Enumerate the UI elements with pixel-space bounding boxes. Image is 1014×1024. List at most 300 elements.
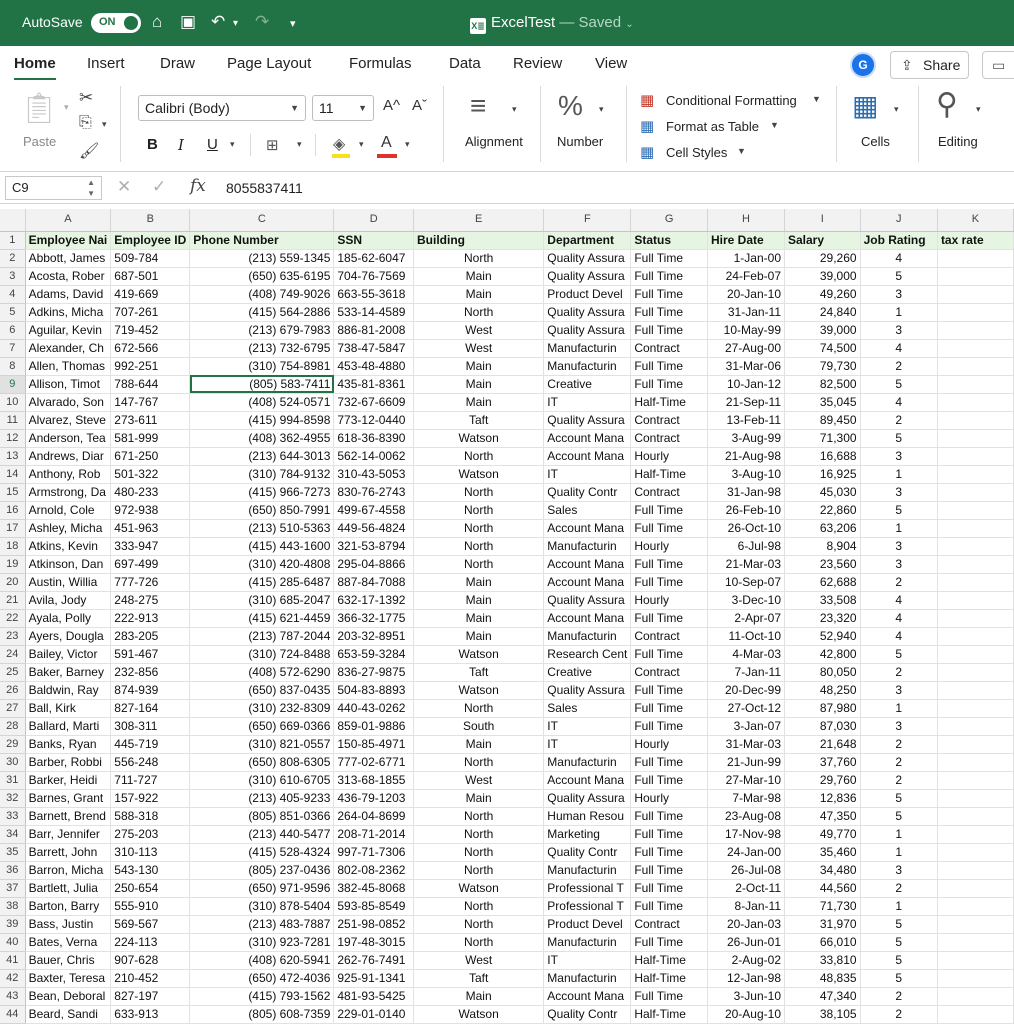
cell[interactable]: Quality Assura	[544, 681, 631, 699]
cell[interactable]: 17-Nov-98	[707, 825, 784, 843]
cell[interactable]: 264-04-8699	[334, 807, 414, 825]
cell[interactable]: 3	[860, 285, 937, 303]
cell[interactable]: 23,560	[785, 555, 861, 573]
cell[interactable]: Half-Time	[631, 1005, 708, 1023]
cell[interactable]: Quality Assura	[544, 249, 631, 267]
cell[interactable]: 632-17-1392	[334, 591, 414, 609]
cell[interactable]: West	[414, 771, 544, 789]
cell[interactable]: (213) 483-7887	[190, 915, 334, 933]
cell[interactable]: 157-922	[111, 789, 190, 807]
search-icon[interactable]: ⚲	[936, 88, 958, 121]
cell[interactable]: 3	[860, 555, 937, 573]
insert-function-icon[interactable]: fx	[190, 176, 206, 196]
header-cell[interactable]: Employee Nai	[25, 231, 111, 249]
cell[interactable]: Contract	[631, 483, 708, 501]
cell[interactable]: 3-Jan-07	[707, 717, 784, 735]
cell[interactable]	[937, 303, 1013, 321]
cell[interactable]: 232-856	[111, 663, 190, 681]
cell[interactable]: 3	[860, 537, 937, 555]
bold-button[interactable]: B	[147, 136, 158, 153]
cell[interactable]: 3	[860, 861, 937, 879]
cell[interactable]: North	[414, 825, 544, 843]
tab-draw[interactable]: Draw	[160, 55, 196, 72]
cell[interactable]: 2-Aug-02	[707, 951, 784, 969]
cell[interactable]: 7-Jan-11	[707, 663, 784, 681]
home-icon[interactable]: ⌂	[152, 12, 163, 31]
cell[interactable]: North	[414, 933, 544, 951]
cell[interactable]	[937, 897, 1013, 915]
cell[interactable]	[937, 447, 1013, 465]
cell[interactable]: IT	[544, 393, 631, 411]
cell[interactable]: 12-Jan-98	[707, 969, 784, 987]
cell[interactable]: Product Devel	[544, 285, 631, 303]
column-header-h[interactable]: H	[707, 209, 784, 231]
cell[interactable]: 3-Aug-99	[707, 429, 784, 447]
cell[interactable]: 2	[860, 573, 937, 591]
cell[interactable]: (408) 524-0571	[190, 393, 334, 411]
cell[interactable]: Baxter, Teresa	[25, 969, 111, 987]
cell[interactable]: 827-164	[111, 699, 190, 717]
cell[interactable]	[937, 501, 1013, 519]
cell[interactable]: Anderson, Tea	[25, 429, 111, 447]
cell[interactable]: (213) 679-7983	[190, 321, 334, 339]
column-header-e[interactable]: E	[414, 209, 544, 231]
cell[interactable]: (415) 621-4459	[190, 609, 334, 627]
cell[interactable]: Full Time	[631, 645, 708, 663]
cell[interactable]: 24-Feb-07	[707, 267, 784, 285]
cell[interactable]	[937, 321, 1013, 339]
cell[interactable]: Alexander, Ch	[25, 339, 111, 357]
cell[interactable]: 71,300	[785, 429, 861, 447]
row-header[interactable]: 23	[0, 627, 25, 645]
cell[interactable]: 21-Aug-98	[707, 447, 784, 465]
cell[interactable]: 35,460	[785, 843, 861, 861]
cell[interactable]: Professional T	[544, 897, 631, 915]
cell[interactable]: 827-197	[111, 987, 190, 1005]
row-header[interactable]: 22	[0, 609, 25, 627]
cell[interactable]: (650) 669-0366	[190, 717, 334, 735]
cell[interactable]: North	[414, 699, 544, 717]
format-painter-icon[interactable]: 🖌︎	[79, 143, 100, 160]
cell[interactable]: 5	[860, 933, 937, 951]
cell[interactable]: Full Time	[631, 987, 708, 1005]
cell[interactable]: 449-56-4824	[334, 519, 414, 537]
cell[interactable]: 5	[860, 645, 937, 663]
cell[interactable]: West	[414, 339, 544, 357]
fill-color-dropdown-icon[interactable]: ▾	[359, 139, 364, 149]
cell[interactable]: 2	[860, 753, 937, 771]
cell[interactable]: 20-Jan-10	[707, 285, 784, 303]
cell[interactable]: 44,560	[785, 879, 861, 897]
cell[interactable]: 31,970	[785, 915, 861, 933]
cell[interactable]: 89,450	[785, 411, 861, 429]
cell[interactable]	[937, 933, 1013, 951]
row-header[interactable]: 44	[0, 1005, 25, 1023]
cell[interactable]: Main	[414, 357, 544, 375]
cell[interactable]: Bauer, Chris	[25, 951, 111, 969]
cell[interactable]: 3-Aug-10	[707, 465, 784, 483]
cell[interactable]: (408) 572-6290	[190, 663, 334, 681]
format-as-table-button[interactable]: Format as Table	[666, 119, 759, 134]
cell[interactable]: 275-203	[111, 825, 190, 843]
cell[interactable]: (408) 362-4955	[190, 429, 334, 447]
cell[interactable]: North	[414, 897, 544, 915]
cell[interactable]: Barron, Micha	[25, 861, 111, 879]
cell[interactable]: (415) 994-8598	[190, 411, 334, 429]
cell[interactable]: Watson	[414, 879, 544, 897]
cell[interactable]: 453-48-4880	[334, 357, 414, 375]
cell[interactable]: North	[414, 501, 544, 519]
cell[interactable]: Research Cent	[544, 645, 631, 663]
cell[interactable]: Arnold, Cole	[25, 501, 111, 519]
cell[interactable]: 87,030	[785, 717, 861, 735]
cell[interactable]: 2	[860, 879, 937, 897]
cell[interactable]: 618-36-8390	[334, 429, 414, 447]
cell[interactable]	[937, 753, 1013, 771]
cell[interactable]: Beard, Sandi	[25, 1005, 111, 1023]
cell[interactable]: Ayers, Dougla	[25, 627, 111, 645]
cell[interactable]: (650) 472-4036	[190, 969, 334, 987]
cell[interactable]: 62,688	[785, 573, 861, 591]
cell[interactable]	[937, 699, 1013, 717]
cell[interactable]: Main	[414, 267, 544, 285]
cell[interactable]: 8,904	[785, 537, 861, 555]
cell[interactable]: (310) 610-6705	[190, 771, 334, 789]
row-header[interactable]: 1	[0, 231, 25, 249]
cell[interactable]: 382-45-8068	[334, 879, 414, 897]
cell[interactable]	[937, 375, 1013, 393]
cell[interactable]	[937, 825, 1013, 843]
row-header[interactable]: 17	[0, 519, 25, 537]
header-cell[interactable]: Job Rating	[860, 231, 937, 249]
cell[interactable]	[937, 879, 1013, 897]
row-header[interactable]: 26	[0, 681, 25, 699]
cell[interactable]: 48,835	[785, 969, 861, 987]
cell[interactable]	[937, 591, 1013, 609]
cell[interactable]: 777-02-6771	[334, 753, 414, 771]
cell[interactable]: Full Time	[631, 699, 708, 717]
row-header[interactable]: 43	[0, 987, 25, 1005]
cell[interactable]: 49,770	[785, 825, 861, 843]
cell[interactable]: 310-43-5053	[334, 465, 414, 483]
undo-dropdown-icon[interactable]: ▾	[233, 18, 239, 29]
cell[interactable]: 1	[860, 843, 937, 861]
cell[interactable]	[937, 861, 1013, 879]
header-cell[interactable]: Status	[631, 231, 708, 249]
cell[interactable]: 2-Oct-11	[707, 879, 784, 897]
cell[interactable]: 63,206	[785, 519, 861, 537]
cell[interactable]	[937, 807, 1013, 825]
format-as-table-dropdown-icon[interactable]: ▼	[770, 120, 779, 130]
borders-icon[interactable]: ⊞	[266, 137, 279, 154]
cell[interactable]: 732-67-6609	[334, 393, 414, 411]
cell[interactable]: 773-12-0440	[334, 411, 414, 429]
cell[interactable]: Main	[414, 285, 544, 303]
cell[interactable]: Full Time	[631, 573, 708, 591]
cell[interactable]: Quality Assura	[544, 411, 631, 429]
cell[interactable]: 2	[860, 357, 937, 375]
cell[interactable]: Full Time	[631, 375, 708, 393]
cell[interactable]: Manufacturin	[544, 969, 631, 987]
cell[interactable]: 8-Jan-11	[707, 897, 784, 915]
cell[interactable]: 887-84-7088	[334, 573, 414, 591]
cell[interactable]: 283-205	[111, 627, 190, 645]
row-header[interactable]: 34	[0, 825, 25, 843]
cell[interactable]: 738-47-5847	[334, 339, 414, 357]
cell[interactable]: (213) 644-3013	[190, 447, 334, 465]
cell[interactable]: Quality Assura	[544, 303, 631, 321]
cell[interactable]: Full Time	[631, 879, 708, 897]
cell[interactable]: 87,980	[785, 699, 861, 717]
row-header[interactable]: 9	[0, 375, 25, 393]
cell[interactable]: Sales	[544, 699, 631, 717]
cell[interactable]: 16,688	[785, 447, 861, 465]
cell[interactable]: IT	[544, 951, 631, 969]
tab-view[interactable]: View	[595, 55, 628, 72]
increase-font-size-button[interactable]: A^	[383, 97, 401, 114]
row-header[interactable]: 40	[0, 933, 25, 951]
cell[interactable]: 34,480	[785, 861, 861, 879]
cell[interactable]: Quality Contr	[544, 843, 631, 861]
cell[interactable]	[937, 645, 1013, 663]
cell[interactable]: Contract	[631, 915, 708, 933]
cell[interactable]: Contract	[631, 411, 708, 429]
cell[interactable]: 5	[860, 789, 937, 807]
cell[interactable]: 719-452	[111, 321, 190, 339]
underline-dropdown-icon[interactable]: ▾	[230, 139, 235, 149]
cell[interactable]: 10-Jan-12	[707, 375, 784, 393]
cell[interactable]: Atkinson, Dan	[25, 555, 111, 573]
cell[interactable]: Full Time	[631, 303, 708, 321]
cell[interactable]: Main	[414, 591, 544, 609]
cell[interactable]: (213) 405-9233	[190, 789, 334, 807]
row-header[interactable]: 18	[0, 537, 25, 555]
cell[interactable]: Full Time	[631, 555, 708, 573]
cell[interactable]: Full Time	[631, 753, 708, 771]
header-cell[interactable]: Building	[414, 231, 544, 249]
column-header-d[interactable]: D	[334, 209, 414, 231]
cell[interactable]: (415) 443-1600	[190, 537, 334, 555]
row-header[interactable]: 20	[0, 573, 25, 591]
cell[interactable]: Main	[414, 627, 544, 645]
row-header[interactable]: 27	[0, 699, 25, 717]
cell[interactable]: North	[414, 861, 544, 879]
cell[interactable]: 633-913	[111, 1005, 190, 1023]
cell[interactable]: Half-Time	[631, 969, 708, 987]
cell[interactable]: Contract	[631, 663, 708, 681]
cell[interactable]: 229-01-0140	[334, 1005, 414, 1023]
cell[interactable]: Baldwin, Ray	[25, 681, 111, 699]
cell[interactable]: Full Time	[631, 933, 708, 951]
cell[interactable]	[937, 249, 1013, 267]
header-cell[interactable]: Salary	[785, 231, 861, 249]
cell[interactable]: Full Time	[631, 825, 708, 843]
cell[interactable]: 26-Jun-01	[707, 933, 784, 951]
cell[interactable]: Bailey, Victor	[25, 645, 111, 663]
cell[interactable]: North	[414, 807, 544, 825]
share-button[interactable]	[890, 51, 969, 79]
cell[interactable]: Half-Time	[631, 465, 708, 483]
cell[interactable]: 79,730	[785, 357, 861, 375]
cell[interactable]: Account Mana	[544, 987, 631, 1005]
cell[interactable]: 5	[860, 429, 937, 447]
cell[interactable]: 788-644	[111, 375, 190, 393]
cell[interactable]: (415) 966-7273	[190, 483, 334, 501]
cell[interactable]: Main	[414, 735, 544, 753]
cell[interactable]: 20-Aug-10	[707, 1005, 784, 1023]
cell[interactable]: Full Time	[631, 897, 708, 915]
cell[interactable]: 591-467	[111, 645, 190, 663]
header-cell[interactable]: Hire Date	[707, 231, 784, 249]
cell[interactable]: IT	[544, 717, 631, 735]
cell[interactable]: 588-318	[111, 807, 190, 825]
cell[interactable]: Manufacturin	[544, 861, 631, 879]
cell[interactable]: 711-727	[111, 771, 190, 789]
row-header[interactable]: 5	[0, 303, 25, 321]
cell[interactable]	[937, 843, 1013, 861]
font-color-button[interactable]: A	[381, 134, 392, 151]
row-header[interactable]: 7	[0, 339, 25, 357]
cell[interactable]: 37,760	[785, 753, 861, 771]
cell[interactable]	[937, 969, 1013, 987]
column-header-j[interactable]: J	[860, 209, 937, 231]
cell[interactable]: 972-938	[111, 501, 190, 519]
cell[interactable]: 27-Mar-10	[707, 771, 784, 789]
row-header[interactable]: 10	[0, 393, 25, 411]
cell[interactable]: IT	[544, 465, 631, 483]
cell[interactable]	[937, 1005, 1013, 1023]
cell[interactable]: 22,860	[785, 501, 861, 519]
row-header[interactable]: 42	[0, 969, 25, 987]
cell[interactable]: Watson	[414, 1005, 544, 1023]
column-header-k[interactable]: K	[937, 209, 1013, 231]
cell[interactable]: 1	[860, 519, 937, 537]
column-header-c[interactable]: C	[190, 209, 334, 231]
cell[interactable]: Ashley, Micha	[25, 519, 111, 537]
row-header[interactable]: 39	[0, 915, 25, 933]
cell[interactable]: 1	[860, 465, 937, 483]
cell[interactable]: 499-67-4558	[334, 501, 414, 519]
cell[interactable]: Account Mana	[544, 609, 631, 627]
cell[interactable]: 593-85-8549	[334, 897, 414, 915]
cell[interactable]: 52,940	[785, 627, 861, 645]
header-cell[interactable]: Phone Number	[190, 231, 334, 249]
cell[interactable]: Barnett, Brend	[25, 807, 111, 825]
cell[interactable]: 830-76-2743	[334, 483, 414, 501]
row-header[interactable]: 2	[0, 249, 25, 267]
cell[interactable]: 556-248	[111, 753, 190, 771]
cell[interactable]: 4	[860, 609, 937, 627]
cell[interactable]: 886-81-2008	[334, 321, 414, 339]
cell[interactable]: 48,250	[785, 681, 861, 699]
cell[interactable]	[937, 915, 1013, 933]
cell[interactable]: 197-48-3015	[334, 933, 414, 951]
cell[interactable]: Allison, Timot	[25, 375, 111, 393]
cell[interactable]: 777-726	[111, 573, 190, 591]
cell[interactable]: Acosta, Rober	[25, 267, 111, 285]
cell[interactable]: (650) 971-9596	[190, 879, 334, 897]
cell[interactable]	[937, 483, 1013, 501]
cell[interactable]: 859-01-9886	[334, 717, 414, 735]
cell[interactable]: Main	[414, 987, 544, 1005]
cell[interactable]: 2	[860, 411, 937, 429]
cell[interactable]: Manufacturin	[544, 357, 631, 375]
cell[interactable]: 33,810	[785, 951, 861, 969]
formula-input[interactable]: 8055837411	[226, 180, 303, 196]
cell[interactable]: Banks, Ryan	[25, 735, 111, 753]
conditional-formatting-dropdown-icon[interactable]: ▼	[812, 94, 821, 104]
cell[interactable]: Ballard, Marti	[25, 717, 111, 735]
cell[interactable]: 562-14-0062	[334, 447, 414, 465]
cell[interactable]: 33,508	[785, 591, 861, 609]
cell[interactable]: 802-08-2362	[334, 861, 414, 879]
cell[interactable]: Bartlett, Julia	[25, 879, 111, 897]
cell[interactable]: Account Mana	[544, 429, 631, 447]
cell[interactable]: 24,840	[785, 303, 861, 321]
cell[interactable]: 42,800	[785, 645, 861, 663]
cell[interactable]: Barker, Heidi	[25, 771, 111, 789]
conditional-formatting-button[interactable]: Conditional Formatting	[666, 93, 797, 108]
cell[interactable]: 29,760	[785, 771, 861, 789]
cell[interactable]: Barr, Jennifer	[25, 825, 111, 843]
cell[interactable]: 31-Jan-11	[707, 303, 784, 321]
cell[interactable]: 1	[860, 825, 937, 843]
cell[interactable]: Main	[414, 375, 544, 393]
percent-icon[interactable]: %	[558, 90, 583, 121]
cell[interactable]: Taft	[414, 663, 544, 681]
cell[interactable]: 250-654	[111, 879, 190, 897]
cell[interactable]	[937, 573, 1013, 591]
cell[interactable]: 1	[860, 699, 937, 717]
cell[interactable]: Account Mana	[544, 519, 631, 537]
column-header-i[interactable]: I	[785, 209, 861, 231]
row-header[interactable]: 16	[0, 501, 25, 519]
cell[interactable]: 321-53-8794	[334, 537, 414, 555]
header-cell[interactable]: SSN	[334, 231, 414, 249]
cell[interactable]: (805) 608-7359	[190, 1005, 334, 1023]
cell[interactable]: Full Time	[631, 519, 708, 537]
font-color-dropdown-icon[interactable]: ▾	[405, 139, 410, 149]
cell[interactable]: 2	[860, 987, 937, 1005]
save-icon[interactable]: ▣	[180, 12, 197, 31]
cell[interactable]: (415) 528-4324	[190, 843, 334, 861]
cell[interactable]: 707-261	[111, 303, 190, 321]
cell[interactable]: North	[414, 555, 544, 573]
cell[interactable]: 997-71-7306	[334, 843, 414, 861]
cell[interactable]: Barrett, John	[25, 843, 111, 861]
comments-button[interactable]	[982, 51, 1014, 79]
cell[interactable]: (650) 837-0435	[190, 681, 334, 699]
cell[interactable]: 3	[860, 321, 937, 339]
cell[interactable]: 440-43-0262	[334, 699, 414, 717]
cell[interactable]: Quality Assura	[544, 321, 631, 339]
cell[interactable]: Andrews, Diar	[25, 447, 111, 465]
cell[interactable]: 203-32-8951	[334, 627, 414, 645]
cell[interactable]: Manufacturin	[544, 627, 631, 645]
cell[interactable]: 4	[860, 591, 937, 609]
cell-styles-dropdown-icon[interactable]: ▼	[737, 146, 746, 156]
cell[interactable]: North	[414, 519, 544, 537]
cell[interactable]	[937, 771, 1013, 789]
cell[interactable]: Manufacturin	[544, 753, 631, 771]
cell[interactable]: Anthony, Rob	[25, 465, 111, 483]
cell[interactable]: Creative	[544, 375, 631, 393]
cell[interactable]: 47,350	[785, 807, 861, 825]
cell[interactable]: Watson	[414, 645, 544, 663]
cell[interactable]: 295-04-8866	[334, 555, 414, 573]
cell[interactable]: Account Mana	[544, 447, 631, 465]
cell[interactable]: Taft	[414, 411, 544, 429]
